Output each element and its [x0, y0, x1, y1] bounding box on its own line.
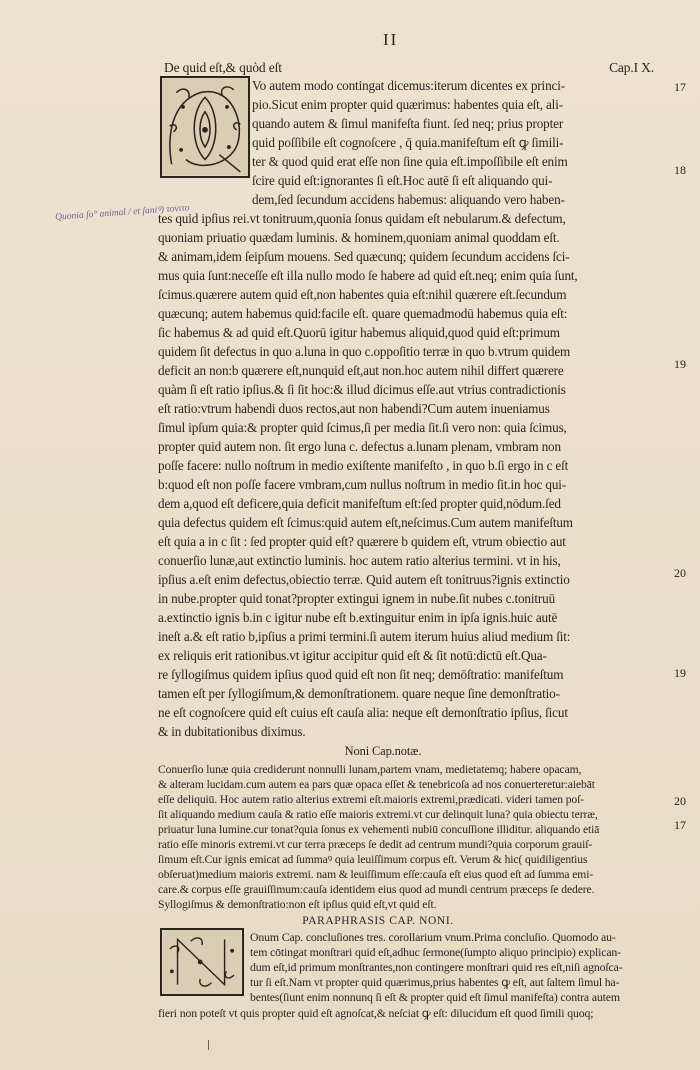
note-line: priuatur luna lumine.cur tonat?quia ſonus ex vehementi nubiū concuſſione illiditur. aliquando etiā [158, 823, 600, 836]
text-line: mus quia ſunt:neceſſe eſt illa nullo modo ſe habere ad quid eſt.neq; enim quia ſunt, [158, 268, 578, 283]
text-line: quidem ſit defectus in quo a.luna in quo c.oppoſitio terræ in quo b.vtrum quidem [158, 344, 571, 359]
text-line: quæcunq; autem habemus quid:facile eſt. quare quemadmodū habemus quia eſt: [158, 306, 568, 321]
para-line: tem cōtingat monſtrari quid eſt,adhuc ſermone(ſumpto aliquo principio) explican- [250, 945, 621, 959]
text-line: re ſyllogiſmus quidem ipſius quod quid eſt non ſit neq; demōſtratio: manifeſtum [158, 667, 564, 682]
chapter-heading [158, 58, 668, 77]
text-line: & in dubitationibus diximus. [158, 724, 306, 739]
text-line: a.extinctio ignis b.in c igitur nube eſt b.extinguitur enim in ipſa ignis.huic autē [158, 610, 558, 625]
text-line: quando autem & ſimul manifeſta fiunt. ſed neq; prius propter [252, 116, 564, 131]
chapter-number: Cap.I X. [609, 60, 654, 75]
text-line: tamen eſt per ſyllogiſmum,& demonſtrationem. quare neque ſine demonſtratio- [158, 686, 560, 701]
folio-number: II [383, 30, 399, 49]
paraphrasis-heading: PARAPHRASIS CAP. NONI. [302, 915, 454, 927]
text-line: in nube.propter quid tonat?propter extingui ignem in nube.ſit nubes c.tonitruū [158, 591, 556, 606]
para-line: dum eſt,id primum monſtrantes,non contingere monſtrari quid res eſt,niſi agnoſca- [250, 960, 623, 974]
decorated-initial-q [160, 76, 250, 178]
margin-number: 17 [674, 818, 686, 832]
text-line: quia defectus quidem eſt ſcimus:quid autem eſt,neſcimus.Cum autem manifeſtum [158, 515, 573, 530]
initial-ornament-icon [162, 78, 248, 176]
text-line: dem a,quod eſt deficere,quia deficit manifeſtum eſt:ſed propter quid,nōdum.ſed [158, 496, 561, 511]
note-line: Conuerſio lunæ quia crediderunt nonnulli lunam,partem vnam, medietatemq; habere opacam, [158, 763, 582, 776]
text-line: quàm ſi eſt ratio ipſius.& ſi ſit hoc:& illud dicimus eſſe.aut vtrius contradictionis [158, 382, 566, 397]
margin-number: 17 [674, 80, 686, 94]
text-line: ſic habemus & ad quid eſt.Quorū igitur habemus aliquid,quod quid eſt:primum [158, 325, 560, 340]
para-line: tur ſi eſt.Nam vt propter quid quærimus,prius habentes ꝙ eſt, aut ſaltem ſimul ha- [250, 975, 620, 989]
note-line: care.& corpus eſſe grauiſſimum:cauſa identidem eius quod ad mundi centrum præceps ſe dedere. [158, 883, 595, 896]
note-line: ſimum eſt.Cur ignis emicat ad ſummaꝰ quia leuiſſimum corpus eſt. Verum & hic( quidiligentius [158, 853, 588, 866]
text-line: propter quid autem non. ſit ergo luna c. defectus a.lunam plenam, vmbram non [158, 439, 561, 454]
note-line: & alteram lucidam.cum autem ea pars quæ opaca eſſet & tenebricoſa ad nos conuerteretur:aiebāt [158, 778, 595, 791]
para-line: fieri non poteſt vt quis propter quid eſt agnoſcat,& neſciat ꝙ eſt: dilucidum eſt quod ſimili quoq; [158, 1006, 594, 1020]
handwritten-margin-note: Quonia ſo° animal / et ſaniꝰ) τονιτο [54, 203, 190, 223]
text-line: poſſe facere: nullo noſtrum in medio exiſtente manifeſto , in quo b.ſi ergo in c eſt [158, 458, 569, 473]
text-line: pio.Sicut enim propter quid quærimus: habentes quia eſt, ali- [252, 97, 563, 112]
text-line: ipſius a.eſt enim defectus,obiectio terræ. Quid autem eſt tonitruus?ignis extinctio [158, 572, 570, 587]
margin-number: 18 [674, 163, 686, 177]
margin-number: 19 [674, 666, 686, 680]
initial-n-ornament-icon [162, 930, 242, 994]
text-line: quoniam priuatio quædam luminis. & hominem,quoniam animal quoddam eſt. [158, 230, 560, 245]
text-line: b:quod eſt non poſſe facere vmbram,cum nullus noſtrum in medio ſit.in hoc qui- [158, 477, 567, 492]
text-line: & animam,idem ſeipſum mouens. Sed quæcunq; quidem ſecundum accidens ſci- [158, 249, 570, 264]
text-line: ſcimus.quærere autem quid eſt,non habentes quia eſt:nihil quærere eſt.ſecundum [158, 287, 567, 302]
text-line: ineſt a.& eſt ratio b,ipſius a primi termini.ſi autem iterum huius aliud medium ſit: [158, 629, 571, 644]
text-line: ex reliquis erit rationibus.vt igitur accipitur quid eſt & ſit notū:dictū eſt.Qua- [158, 648, 547, 663]
text-line: Vo autem modo contingat dicemus:iterum dicentes ex princi- [252, 78, 565, 93]
text-line: eſt quia a in c ſit : ſed propter quid eſt? quærere b quidem eſt, vtrum obiectio aut [158, 534, 566, 549]
text-line: dem,ſed ſecundum accidens habemus: aliquando vero haben- [252, 192, 565, 207]
text-line: eſt ratio:vtrum habendi duos rectos,aut non habendi?Cum autem inueniamus [158, 401, 550, 416]
text-line: quid poſſibile eſt cognoſcere , q̄ quia.manifeſtum eſt ꝙ ſimili- [252, 135, 564, 150]
text-line: ſimul ipſum quia:& propter quid ſcimus,ſi per media ſit.ſi vero non: quia ſcimus, [158, 420, 567, 435]
para-line: Onum Cap. concluſiones tres. corollarium vnum.Prima concluſio. Quomodo au- [250, 930, 616, 944]
text-line: ter & quod quid erat eſſe non ſine quia eſt.impoſſibile eſt enim [252, 154, 568, 169]
note-line: obſeruat)medium maioris extremi. nam & leuiſſimum eſſe:cauſa eſt eius quod eſt ad ſumma emi- [158, 868, 594, 881]
para-line: bentes(ſiunt enim nonnunq ſi eſt & propter quid eſt ſimul manifeſta) contra autem [250, 990, 620, 1004]
decorated-initial-n [160, 928, 244, 996]
text-line: deficit an non:b quærere eſt,nunquid eſt,aut non.hoc autem nihil differt quærere [158, 363, 564, 378]
text-line: ſcire quid eſt:ignorantes ſi eſt.Hoc autē ſi eſt aliquando qui- [252, 173, 553, 188]
note-line: ſit aliquando medium cauſa & ratio eſſe maioris extremi.vt cur delinquit luna? quia obiectu terræ, [158, 808, 598, 821]
margin-number: 20 [674, 566, 686, 580]
text-line: tes quid ipſius rei.vt tonitruum,quonia ſonus quidam eſt nebularum.& defectum, [158, 211, 566, 226]
note-line: Syllogiſmus & demonſtratio:non eſt ipſius quid eſt,vt quid eſt. [158, 898, 437, 911]
chapter-title: De quid eſt,& quòd eſt [164, 60, 282, 75]
margin-number: 19 [674, 357, 686, 371]
notes-heading: Noni Cap.notæ. [344, 744, 422, 758]
margin-number: 20 [674, 794, 686, 808]
note-line: ratio eſſe minoris extremi.vt cur terra præceps ſe dedit ad centrum mundi?quia corporum grauiſ- [158, 838, 593, 851]
text-line: conuerſio lunæ,aut extinctio luminis. hoc autem ratio alterius termini. vt in his, [158, 553, 561, 568]
note-line: eſſe deliquiū. Hoc autem ratio alterius extremi eſt.maioris extremi,prædicati. videri tamen poſ- [158, 793, 584, 806]
ink-mark [208, 1040, 215, 1050]
text-line: ne eſt cognoſcere quid eſt cuius eſt cauſa alia: neque eſt demonſtratio ipſius, ſicut [158, 705, 568, 720]
